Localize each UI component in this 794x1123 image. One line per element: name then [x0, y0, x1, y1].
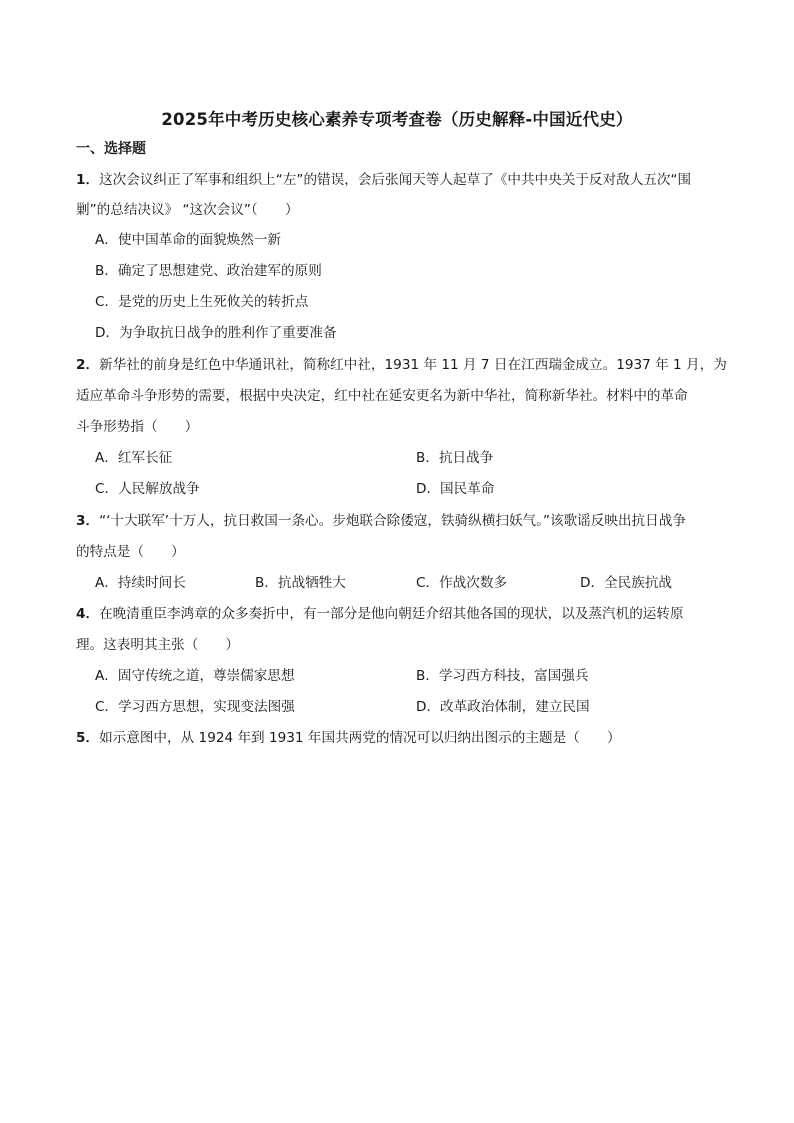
q2-option-d[interactable]: D．国民革命	[416, 481, 495, 497]
q2-option-c[interactable]: C．人民解放战争	[95, 481, 200, 497]
q4-option-a[interactable]: A．固守传统之道，尊崇儒家思想	[95, 668, 295, 684]
q3-option-d[interactable]: D．全民族抗战	[580, 575, 673, 591]
q1-option-d[interactable]: D．为争取抗日战争的胜利作了重要准备	[95, 325, 337, 341]
q2-stem-line-3: 斗争形势指（ ）	[76, 419, 199, 435]
q4-stem-line-2: 理。这表明其主张（ ）	[76, 637, 240, 653]
q1-stem-text-1: 这次会议纠正了军事和组织上“左”的错误，会后张闻天等人起草了《中共中央关于反对敌人五次“围	[99, 172, 692, 188]
q2-stem-line-1	[76, 353, 727, 373]
q4-option-d[interactable]: D．改革政治体制，建立民国	[416, 699, 590, 715]
q3-stem-text-1: “‘十大联军’十万人，抗日救国一条心。步炮联合除倭寇，铁骑纵横扫妖气。”该歌谣反映出抗日战争	[99, 513, 686, 529]
q2-stem-text-1: 新华社的前身是红色中华通讯社，简称红中社，1931 年 11 月 7 日在江西瑞金成立。1937 年 1 月，为	[99, 357, 727, 373]
q1-option-c[interactable]: C．是党的历史上生死攸关的转折点	[95, 294, 309, 310]
q2-number: 2．	[76, 357, 100, 373]
q5-stem-text-1: 如示意图中，从 1924 年到 1931 年国共两党的情况可以归纳出图示的主题是（ ）	[99, 730, 621, 746]
q3-option-a[interactable]: A．持续时间长	[95, 575, 186, 591]
q1-stem-line-1	[76, 168, 691, 188]
q3-stem-line-1	[76, 509, 686, 529]
q3-option-c[interactable]: C．作战次数多	[416, 575, 508, 591]
q1-option-b[interactable]: B．确定了思想建党、政治建军的原则	[95, 263, 322, 279]
q4-number: 4．	[76, 606, 100, 622]
q4-option-c[interactable]: C．学习西方思想，实现变法图强	[95, 699, 295, 715]
q3-stem-line-2: 的特点是（ ）	[76, 544, 185, 560]
q4-stem-text-1: 在晚清重臣李鸿章的众多奏折中，有一部分是他向朝廷介绍其他各国的现状，以及蒸汽机的运转原	[99, 606, 684, 622]
q4-stem-line-1	[76, 602, 684, 622]
section-heading: 一、选择题	[76, 141, 146, 157]
q2-option-a[interactable]: A．红军长征	[95, 450, 173, 466]
q1-stem-line-2: 剿”的总结决议》 “这次会议”（ ）	[76, 202, 299, 218]
q1-number: 1．	[76, 172, 100, 188]
q3-number: 3．	[76, 513, 100, 529]
exam-title: 2025年中考历史核心素养专项考查卷（历史解释-中国近代史）	[161, 110, 633, 129]
q4-option-b[interactable]: B．学习西方科技，富国强兵	[416, 668, 589, 684]
q5-number: 5．	[76, 730, 100, 746]
q3-option-b[interactable]: B．抗战牺牲大	[255, 575, 346, 591]
q1-option-a[interactable]: A．使中国革命的面貌焕然一新	[95, 232, 282, 248]
q2-stem-line-2: 适应革命斗争形势的需要，根据中央决定，红中社在延安更名为新中华社，简称新华社。材料中的革命	[76, 388, 688, 404]
q2-option-b[interactable]: B．抗日战争	[416, 450, 494, 466]
q5-stem-line-1	[76, 726, 621, 746]
